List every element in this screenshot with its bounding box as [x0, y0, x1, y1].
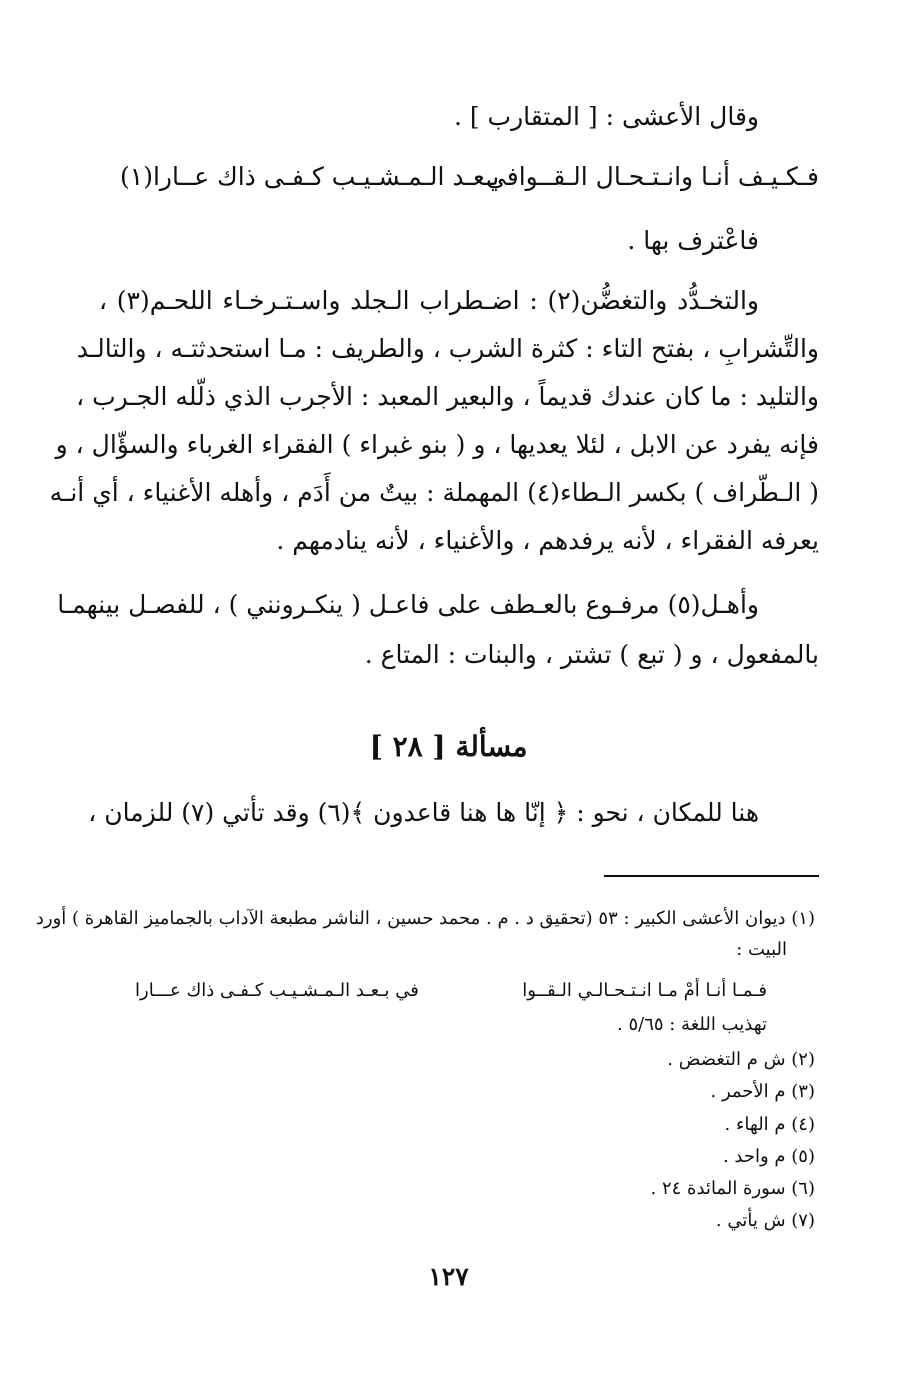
paragraph-line: بالمفعول ، و ( تبع ) تشتر ، والبنات : المتاع . — [364, 640, 819, 669]
paragraph-line: والتليد : ما كان عندك قديماً ، والبعير المعبد : الأجرب الذي ذلّله الجـرب ، — [76, 382, 819, 411]
paragraph-line: وأهـل(٥) مرفـوع بالعـطف على فاعـل ( ينكـرونني ) ، للفصـل بينهمـا — [57, 590, 759, 619]
paragraph-line: والتِّشرابِ ، بفتح التاء : كثرة الشرب ، والطريف : مـا استحدثتـه ، والتالـد — [76, 334, 819, 363]
text-line-acknowledge: فاعْترف بها . — [627, 226, 759, 255]
section-heading: مسألة [ ٢٨ ] — [369, 730, 528, 763]
page-number: ١٢٧ — [428, 1262, 469, 1291]
footnote-1-verse-first: فـمـا أنـا أمْ مـا انـتـحـالـي الـقــوا — [522, 980, 767, 1001]
paragraph-line: والتخـدُّد والتغضُّن(٢) : اضـطراب الـجلد واسـتـرخـاء اللحـم(٣) ، — [99, 286, 759, 315]
footnote-7: (٧) ش يأتي . — [715, 1210, 815, 1231]
footnote-2: (٢) ش م التغضض . — [667, 1049, 815, 1070]
verse-first-hemistich: فـكـيـف أنـا وانـتـحـال الـقــوافي — [485, 162, 819, 191]
footnote-4: (٤) م الهاء . — [724, 1114, 815, 1135]
footnote-6: (٦) سورة المائدة ٢٤ . — [650, 1178, 815, 1199]
paragraph-line: ( الـطّراف ) بكسر الـطاء(٤) المهملة : بيتٌ من أَدَم ، وأهله الأغنياء ، أي أنـه — [49, 478, 819, 507]
footnote-1-reference: تهذيب اللغة : ٥/٦٥ . — [617, 1014, 767, 1035]
paragraph-line: يعرفه الفقراء ، لأنه يرفدهم ، والأغنياء ، لأنه ينادمهم . — [276, 526, 819, 555]
footnote-divider — [604, 875, 819, 877]
paragraph-line: فإنه يفرد عن الابل ، لئلا يعديها ، و ( بنو غبراء ) الفقراء الغرباء والسؤّال ، و — [55, 430, 819, 459]
paragraph-line: هنا للمكان ، نحو : ﴿ إنّا ها هنا قاعدون ﴾(٦) وقد تأتي (٧) للزمان ، — [88, 798, 759, 827]
footnote-1-continuation: البيت : — [736, 939, 787, 960]
footnote-1: (١) ديوان الأعشى الكبير : ٥٣ (تحقيق د . م . محمد حسين ، الناشر مطبعة الآداب بالجماميز القاهرة ) أورد — [35, 908, 815, 929]
footnote-5: (٥) م واحد . — [722, 1146, 815, 1167]
verse-second-hemistich: بـعـد الـمـشـيـب كـفـى ذاك عــارا(١) — [120, 162, 500, 191]
footnote-3: (٣) م الأحمر . — [710, 1081, 815, 1102]
footnote-1-verse-second: في بـعـد الـمـشـيـب كـفـى ذاك عـــارا — [135, 980, 419, 1001]
text-line-meter: وقال الأعشى : [ المتقارب ] . — [453, 102, 759, 131]
